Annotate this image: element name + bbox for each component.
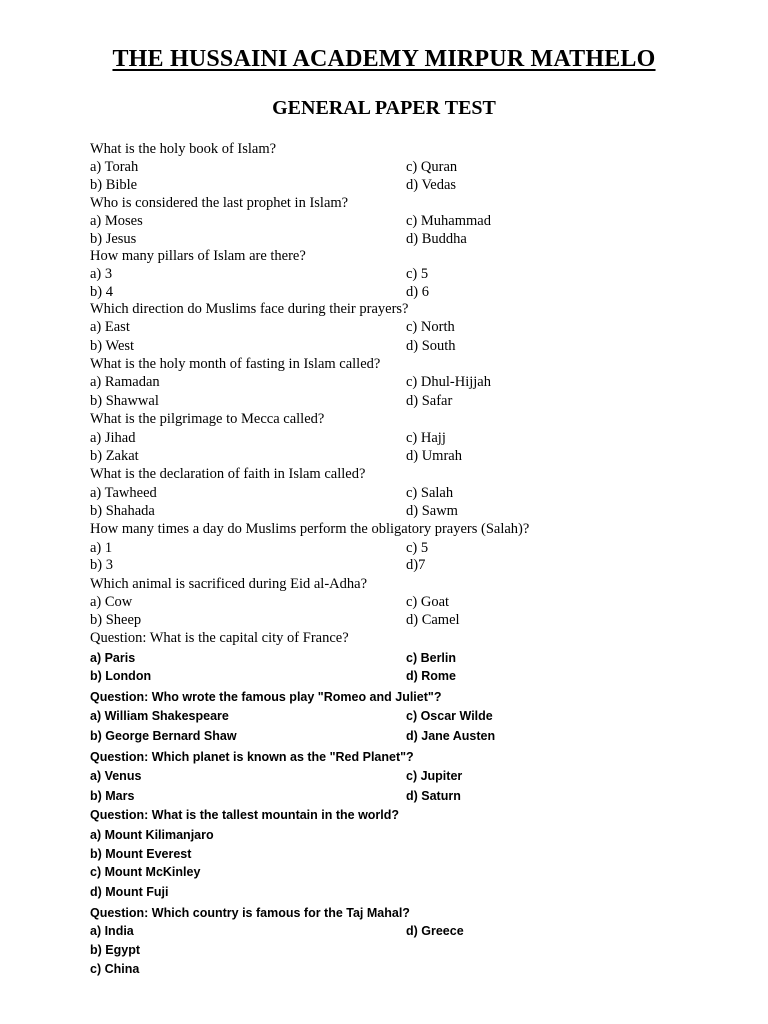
option-d: d) South — [406, 338, 456, 354]
option-a: a) Paris — [90, 651, 136, 665]
school-title — [0, 46, 768, 73]
option-c: c) Mount McKinley — [90, 865, 201, 879]
option-a: a) East — [90, 319, 130, 335]
question-text: What is the holy month of fasting in Islam called? — [90, 356, 381, 372]
option-c: c) Dhul-Hijjah — [406, 374, 491, 390]
option-c: c) Goat — [406, 594, 450, 610]
option-b: b) London — [90, 669, 152, 683]
question-text: Question: Which planet is known as the "Red Planet"? — [90, 750, 414, 764]
option-c: c) Oscar Wilde — [406, 709, 493, 723]
option-c: c) Berlin — [406, 651, 457, 665]
school-name: THE HUSSAINI ACADEMY MIRPUR MATHELO — [112, 46, 656, 72]
option-d: d) Sawm — [406, 503, 458, 519]
option-a: a) William Shakespeare — [90, 709, 229, 723]
option-b: b) Mars — [90, 789, 135, 803]
option-c: c) Hajj — [406, 430, 446, 446]
question-text: How many pillars of Islam are there? — [90, 248, 306, 264]
question-text: Question: What is the capital city of France? — [90, 630, 349, 646]
option-b: b) 4 — [90, 284, 113, 300]
option-b: b) Shahada — [90, 503, 155, 519]
option-a: a) Ramadan — [90, 374, 160, 390]
option-c: c) North — [406, 319, 455, 335]
option-d: d) 6 — [406, 284, 429, 300]
option-c: c) Quran — [406, 159, 458, 175]
option-c: c) 5 — [406, 540, 429, 556]
option-a: a) Jihad — [90, 430, 136, 446]
option-d: d) Jane Austen — [406, 729, 496, 743]
option-d: d) Greece — [406, 924, 464, 938]
question-text: Which direction do Muslims face during their prayers? — [90, 301, 409, 317]
option-b: b) Jesus — [90, 231, 137, 247]
option-b: b) West — [90, 338, 135, 354]
option-d: d) Buddha — [406, 231, 467, 247]
option-a: a) Torah — [90, 159, 139, 175]
option-a: a) Venus — [90, 769, 142, 783]
option-c: c) Salah — [406, 485, 454, 501]
question-text: What is the holy book of Islam? — [90, 141, 277, 157]
option-c: c) China — [90, 962, 140, 976]
question-text: What is the pilgrimage to Mecca called? — [90, 411, 325, 427]
option-a: a) Tawheed — [90, 485, 157, 501]
option-c: c) Jupiter — [406, 769, 463, 783]
option-c: c) Muhammad — [406, 213, 491, 229]
option-a: a) India — [90, 924, 134, 938]
option-c: c) 5 — [406, 266, 429, 282]
test-title: GENERAL PAPER TEST — [272, 97, 496, 119]
option-d: d) Rome — [406, 669, 456, 683]
option-b: b) Mount Everest — [90, 847, 192, 861]
option-a: a) Moses — [90, 213, 143, 229]
option-b: b) Bible — [90, 177, 138, 193]
option-b: b) 3 — [90, 557, 113, 573]
option-d: d) Umrah — [406, 448, 462, 464]
option-d: d)7 — [406, 557, 426, 573]
question-text: Question: Which country is famous for the Taj Mahal? — [90, 906, 410, 920]
question-text: Question: Who wrote the famous play "Romeo and Juliet"? — [90, 690, 442, 704]
option-b: b) Sheep — [90, 612, 142, 628]
question-text: How many times a day do Muslims perform the obligatory prayers (Salah)? — [90, 521, 530, 537]
option-b: b) George Bernard Shaw — [90, 729, 237, 743]
option-d: d) Camel — [406, 612, 460, 628]
question-text: What is the declaration of faith in Islam called? — [90, 466, 366, 482]
question-text: Who is considered the last prophet in Islam? — [90, 195, 349, 211]
option-d: d) Mount Fuji — [90, 885, 169, 899]
option-b: b) Shawwal — [90, 393, 159, 409]
option-d: d) Vedas — [406, 177, 457, 193]
question-text: Question: What is the tallest mountain in the world? — [90, 808, 400, 822]
question-text: Which animal is sacrificed during Eid al-Adha? — [90, 576, 368, 592]
option-a: a) 1 — [90, 540, 113, 556]
option-a: a) 3 — [90, 266, 113, 282]
option-b: b) Egypt — [90, 943, 140, 957]
option-b: b) Zakat — [90, 448, 139, 464]
option-d: d) Saturn — [406, 789, 461, 803]
option-d: d) Safar — [406, 393, 453, 409]
option-a: a) Cow — [90, 594, 133, 610]
option-a: a) Mount Kilimanjaro — [90, 828, 214, 842]
